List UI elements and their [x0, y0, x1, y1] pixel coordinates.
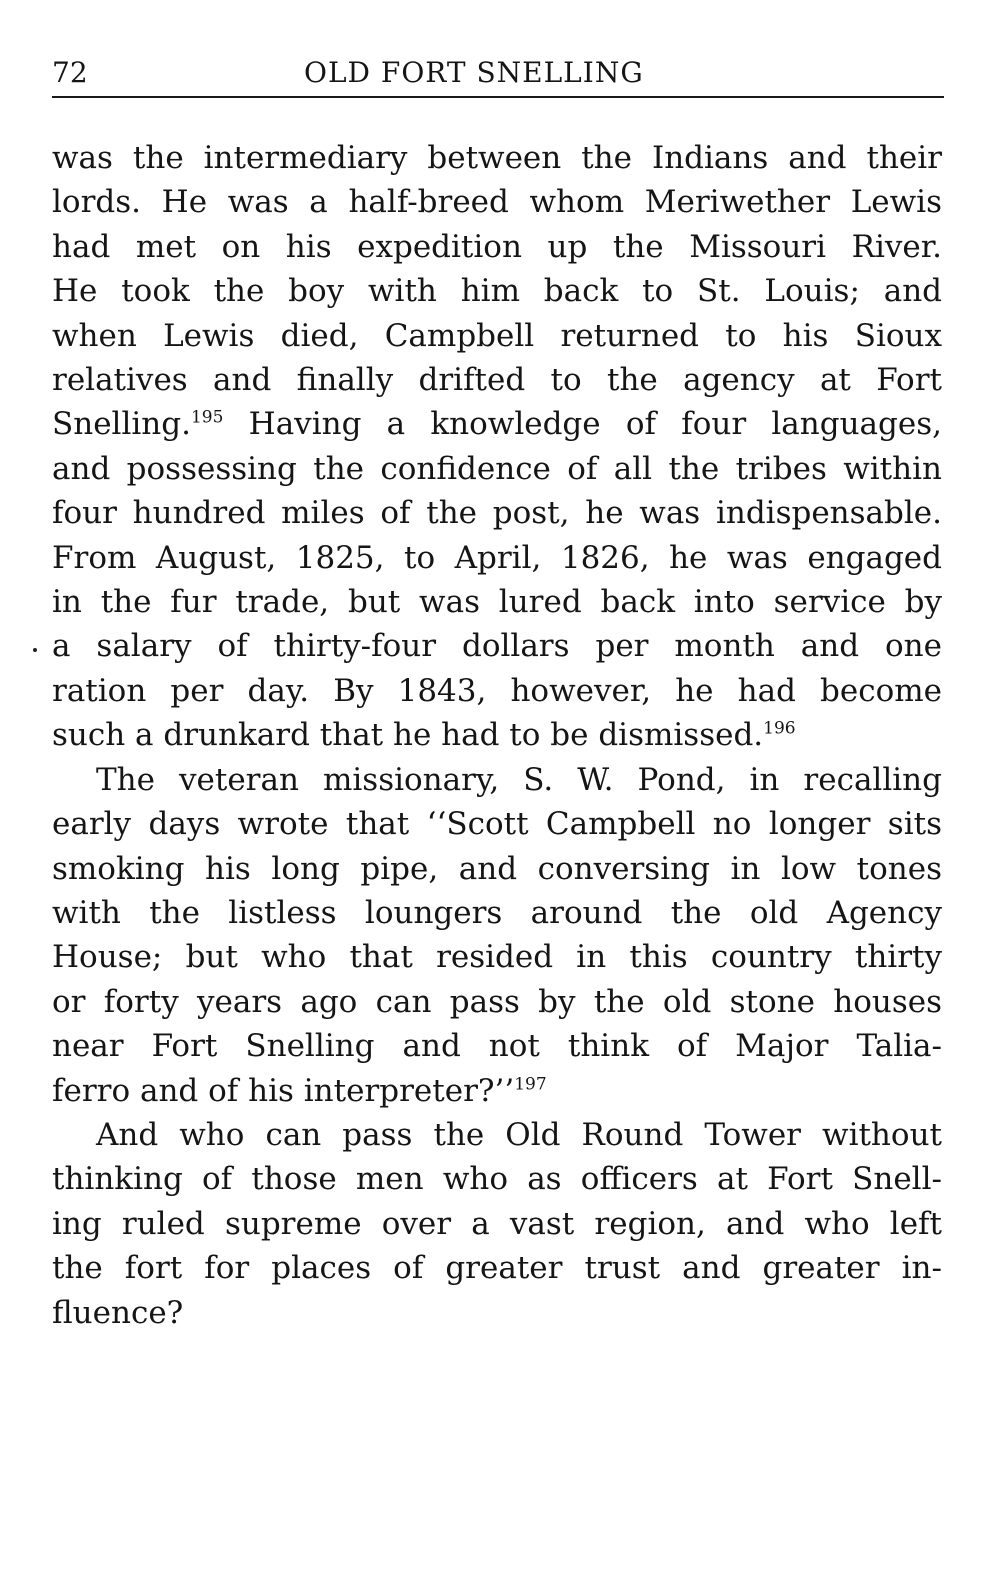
text-line: [52, 447, 942, 491]
text-line: [52, 802, 942, 846]
line-text: thinking of those men who as officers at Fort Snell-: [52, 1161, 942, 1198]
body-text: [52, 136, 942, 1335]
line-text: Snelling.: [52, 406, 191, 443]
line-text: with the listless loungers around the old Agency: [52, 894, 942, 931]
text-line: [52, 180, 942, 224]
line-text: or forty years ago can pass by the old stone houses: [52, 983, 942, 1020]
text-line: [52, 1157, 942, 1201]
line-text: ferro and of his interpreter?’’: [52, 1072, 515, 1109]
paragraph: [52, 1113, 942, 1335]
text-line: [52, 847, 942, 891]
text-line: [52, 1113, 942, 1157]
line-text: early days wrote that ‘‘Scott Campbell no longer sits: [52, 806, 942, 843]
line-text: four hundred miles of the post, he was indispensable.: [52, 495, 942, 532]
text-line: [52, 314, 942, 358]
text-line: [52, 624, 942, 668]
line-text: House; but who that resided in this country thirty: [52, 939, 942, 976]
text-line: [52, 1291, 942, 1335]
text-line: [52, 536, 942, 580]
text-line: [52, 935, 942, 979]
paragraph: [52, 136, 942, 758]
line-text: And who can pass the Old Round Tower without: [96, 1116, 942, 1153]
line-text: such a drunkard that he had to be dismissed.: [52, 717, 764, 754]
line-text: ing ruled supreme over a vast region, and who left: [52, 1205, 942, 1242]
text-line: [52, 1246, 942, 1290]
text-line: [52, 136, 942, 180]
text-line: [52, 269, 942, 313]
text-line: [52, 669, 942, 713]
text-line: [52, 713, 942, 757]
text-line: [52, 891, 942, 935]
line-text: From August, 1825, to April, 1826, he was engaged: [52, 539, 942, 576]
text-line: [52, 1024, 942, 1068]
line-text: near Fort Snelling and not think of Major Talia-: [52, 1028, 942, 1065]
line-text: fluence?: [52, 1294, 184, 1331]
text-line: [52, 1069, 942, 1113]
text-line: [52, 1202, 942, 1246]
line-text: was the intermediary between the Indians and their: [52, 140, 942, 176]
text-line: [52, 402, 942, 446]
footnote-marker: 197: [514, 1074, 547, 1095]
line-text: and possessing the confidence of all the tribes within: [52, 450, 942, 487]
line-text: when Lewis died, Campbell returned to his Sioux: [52, 317, 942, 354]
paragraph: [52, 758, 942, 1113]
text-line: [52, 758, 942, 802]
text-line: [52, 980, 942, 1024]
line-text: in the fur trade, but was lured back into service by: [52, 584, 942, 621]
line-text: a salary of thirty-four dollars per month and one: [52, 628, 942, 665]
line-text: ration per day. By 1843, however, he had become: [52, 672, 942, 709]
text-line: [52, 491, 942, 535]
line-text: the fort for places of greater trust and greater in-: [52, 1250, 942, 1287]
line-text: smoking his long pipe, and conversing in low tones: [52, 850, 942, 887]
line-text: relatives and finally drifted to the agency at Fort: [52, 362, 942, 399]
running-title: OLD FORT SNELLING: [304, 56, 644, 89]
footnote-marker: 195: [190, 408, 224, 429]
line-text: lords. He was a half-breed whom Meriwether Lewis: [52, 184, 942, 221]
line-text: had met on his expedition up the Missouri River.: [52, 228, 942, 265]
line-text: The veteran missionary, S. W. Pond, in recalling: [96, 761, 942, 798]
line-text-continued: Having a knowledge of four languages,: [223, 406, 942, 443]
text-line: [52, 358, 942, 402]
line-text: He took the boy with him back to St. Louis; and: [52, 273, 942, 310]
running-head: [52, 52, 944, 98]
page-number: 72: [52, 56, 88, 89]
text-line: [52, 225, 942, 269]
stray-ink-dot: [33, 648, 37, 652]
text-line: [52, 580, 942, 624]
footnote-marker: 196: [763, 718, 796, 739]
